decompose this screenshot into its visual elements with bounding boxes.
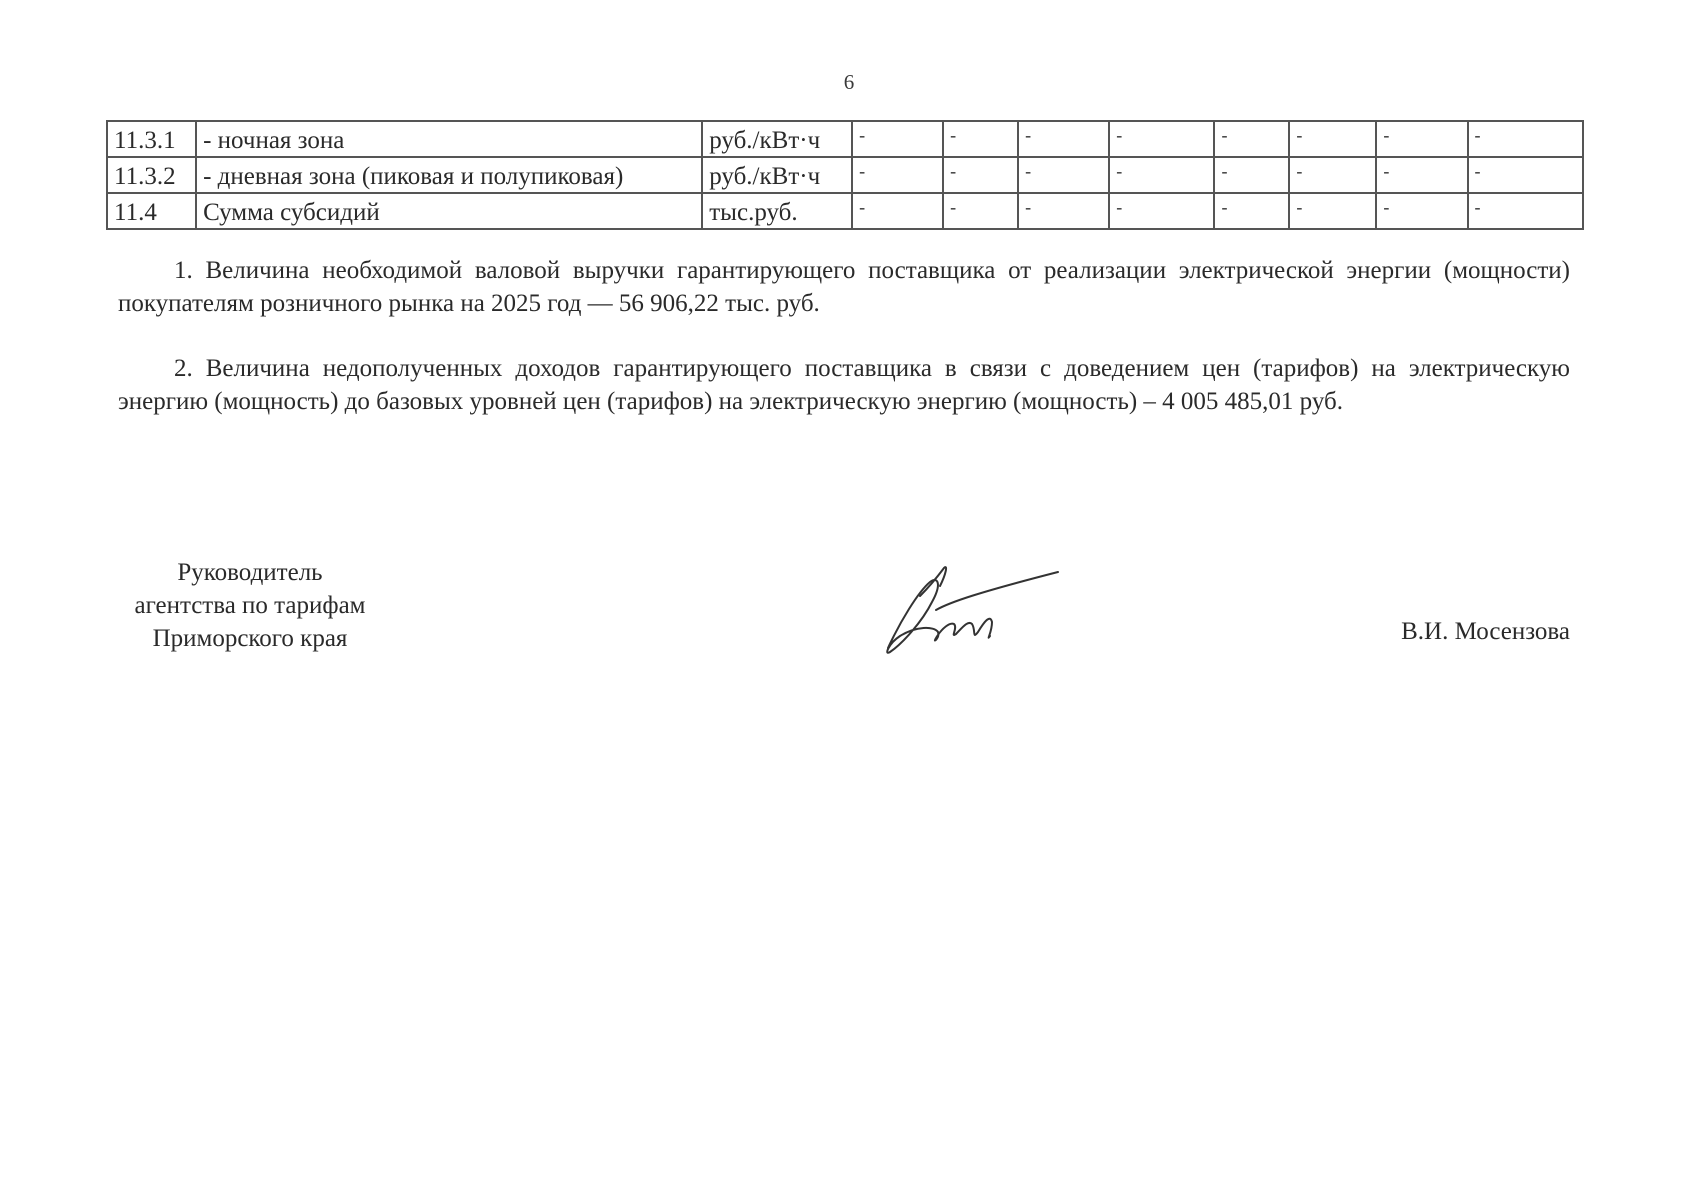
row-name: Сумма субсидий bbox=[196, 193, 702, 229]
table-cell: - bbox=[1018, 121, 1109, 157]
table-cell: - bbox=[1214, 121, 1289, 157]
table-cell: - bbox=[852, 193, 943, 229]
note-paragraph-1 bbox=[118, 254, 1570, 320]
table-cell: - bbox=[1109, 157, 1214, 193]
signatory-title bbox=[110, 556, 390, 655]
table-cell: - bbox=[943, 157, 1018, 193]
table-cell: - bbox=[1468, 157, 1583, 193]
table-cell: - bbox=[1289, 157, 1376, 193]
table-cell: - bbox=[943, 121, 1018, 157]
table-cell: - bbox=[852, 157, 943, 193]
table-cell: - bbox=[1214, 157, 1289, 193]
table-cell: - bbox=[1018, 193, 1109, 229]
table-cell: - bbox=[1214, 193, 1289, 229]
table-cell: - bbox=[1289, 121, 1376, 157]
table-cell: - bbox=[1376, 121, 1467, 157]
table-cell: - bbox=[1376, 157, 1467, 193]
note-text-1: 1. Величина необходимой валовой выручки гарантирующего поставщика от реализации электрической энергии (мощности) покупателям розничного рынка на 2025 год — 56 906,22 тыс. руб. bbox=[118, 257, 1570, 317]
row-code: 11.4 bbox=[107, 193, 196, 229]
row-code: 11.3.2 bbox=[107, 157, 196, 193]
table-cell: - bbox=[943, 193, 1018, 229]
row-name: - дневная зона (пиковая и полупиковая) bbox=[196, 157, 702, 193]
note-text-2: 2. Величина недополученных доходов гарантирующего поставщика в связи с доведением цен (тарифов) на электрическую энергию (мощность) до базовых уровней цен (тарифов) на электрическую энергию (мощность) – 4 005 485,01 руб. bbox=[118, 355, 1570, 415]
signatory-title-line: Руководитель bbox=[177, 559, 323, 586]
table-cell: - bbox=[1109, 193, 1214, 229]
table-cell: - bbox=[1468, 193, 1583, 229]
handwritten-signature bbox=[880, 552, 1060, 662]
table-row bbox=[107, 193, 1583, 229]
row-name: - ночная зона bbox=[196, 121, 702, 157]
signer-name: В.И. Мосензова bbox=[1401, 618, 1570, 645]
table-cell: - bbox=[1109, 121, 1214, 157]
tariff-table bbox=[106, 120, 1584, 230]
signatory-title-line: агентства по тарифам bbox=[134, 592, 366, 619]
row-unit: руб./кВт·ч bbox=[702, 121, 852, 157]
table-row bbox=[107, 121, 1583, 157]
signatory-title-line: Приморского края bbox=[152, 625, 348, 652]
row-unit: тыс.руб. bbox=[702, 193, 852, 229]
table-row bbox=[107, 157, 1583, 193]
table-cell: - bbox=[1289, 193, 1376, 229]
page-number: 6 bbox=[843, 70, 855, 94]
table-cell: - bbox=[1376, 193, 1467, 229]
table-cell: - bbox=[852, 121, 943, 157]
row-unit: руб./кВт·ч bbox=[702, 157, 852, 193]
note-paragraph-2 bbox=[118, 352, 1570, 418]
table-cell: - bbox=[1468, 121, 1583, 157]
table-cell: - bbox=[1018, 157, 1109, 193]
row-code: 11.3.1 bbox=[107, 121, 196, 157]
